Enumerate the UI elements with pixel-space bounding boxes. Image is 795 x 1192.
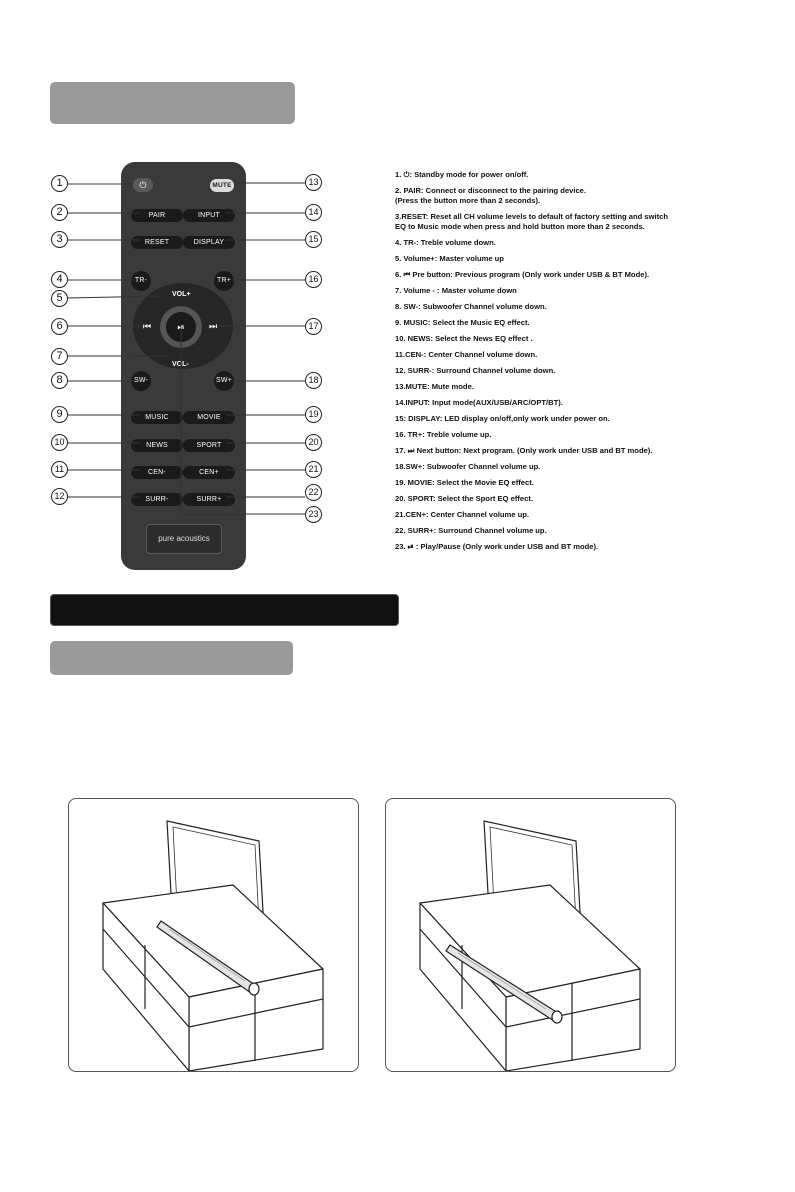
surround-down-button[interactable]: SURR-	[131, 493, 183, 506]
callout-15: 15	[305, 231, 322, 248]
desc-line: 17. ⏭ Next button: Next program. (Only work under USB and BT mode).	[395, 446, 653, 455]
placement-illustration-1	[68, 798, 359, 1072]
subwoofer-up-button[interactable]: SW+	[214, 371, 234, 391]
desc-line: 16. TR+: Treble volume up.	[395, 430, 492, 439]
desc-line: 9. MUSIC: Select the Music EQ effect.	[395, 318, 530, 327]
subwoofer-down-button[interactable]: SW-	[131, 371, 151, 391]
placement-illustration-2	[385, 798, 676, 1072]
callout-2: 2	[51, 204, 68, 221]
surround-up-button[interactable]: SURR+	[183, 493, 235, 506]
callout-12: 12	[51, 488, 68, 505]
desc-line: 7. Volume - : Master volume down	[395, 286, 517, 295]
desc-line: 8. SW-: Subwoofer Channel volume down.	[395, 302, 547, 311]
desc-line: 19. MOVIE: Select the Movie EQ effect.	[395, 478, 534, 487]
desc-line: 22. SURR+: Surround Channel volume up.	[395, 526, 547, 535]
desc-line: 20. SPORT: Select the Sport EQ effect.	[395, 494, 533, 503]
center-down-button[interactable]: CEN-	[131, 466, 183, 479]
movie-button[interactable]: MOVIE	[183, 411, 235, 424]
volume-down-button[interactable]: VOL-	[172, 361, 189, 368]
callout-3: 3	[51, 231, 68, 248]
tv-stand-drawing	[69, 799, 358, 1071]
reset-button[interactable]: RESET	[131, 236, 183, 249]
sport-button[interactable]: SPORT	[183, 439, 235, 452]
callout-22: 22	[305, 484, 322, 501]
callout-20: 20	[305, 434, 322, 451]
mute-button[interactable]: MUTE	[210, 179, 234, 192]
desc-line: 3.RESET: Reset all CH volume levels to default of factory setting and switch	[395, 212, 669, 221]
treble-up-button[interactable]: TR+	[214, 271, 234, 291]
input-button[interactable]: INPUT	[183, 209, 235, 222]
desc-line: 5. Volume+: Master volume up	[395, 254, 504, 263]
tv-cabinet-drawing	[386, 799, 675, 1071]
volume-up-button[interactable]: VOL+	[172, 291, 191, 298]
center-up-button[interactable]: CEN+	[183, 466, 235, 479]
previous-icon[interactable]: ⏮	[143, 321, 152, 331]
news-button[interactable]: NEWS	[131, 439, 183, 452]
callout-1: 1	[51, 175, 68, 192]
desc-line: 12. SURR-: Surround Channel volume down.	[395, 366, 556, 375]
callout-7: 7	[51, 348, 68, 365]
desc-line: 11.CEN-: Center Channel volume down.	[395, 350, 538, 359]
desc-line: 21.CEN+: Center Channel volume up.	[395, 510, 529, 519]
callout-6: 6	[51, 318, 68, 335]
callout-19: 19	[305, 406, 322, 423]
callout-14: 14	[305, 204, 322, 221]
display-button[interactable]: DISPLAY	[183, 236, 235, 249]
desc-line: 23. ⏯ : Play/Pause (Only work under USB and BT mode).	[395, 542, 599, 551]
power-button[interactable]: ⏻	[133, 178, 153, 192]
play-pause-button[interactable]: ⏯	[166, 312, 196, 342]
brand-logo: pure acoustics	[146, 524, 222, 554]
pair-button[interactable]: PAIR	[131, 209, 183, 222]
desc-line: 18.SW+: Subwoofer Channel volume up.	[395, 462, 541, 471]
callout-4: 4	[51, 271, 68, 288]
desc-line: 10. NEWS: Select the News EQ effect .	[395, 334, 533, 343]
callout-21: 21	[305, 461, 322, 478]
desc-line: 4. TR-: Treble volume down.	[395, 238, 496, 247]
desc-line: 13.MUTE: Mute mode.	[395, 382, 474, 391]
callout-18: 18	[305, 372, 322, 389]
callout-8: 8	[51, 372, 68, 389]
callout-17: 17	[305, 318, 322, 335]
desc-line: 2. PAIR: Connect or disconnect to the pairing device.	[395, 186, 586, 195]
desc-line: 14.INPUT: Input mode(AUX/USB/ARC/OPT/BT).	[395, 398, 563, 407]
desc-line: 1. ⏻: Standby mode for power on/off.	[395, 170, 529, 179]
desc-line: EQ to Music mode when press and hold button more than 2 seconds.	[395, 222, 645, 231]
callout-16: 16	[305, 271, 322, 288]
callout-5: 5	[51, 290, 68, 307]
callout-10: 10	[51, 434, 68, 451]
desc-line: 15: DISPLAY: LED display on/off,only work under power on.	[395, 414, 610, 423]
desc-line: 6. ⏮ Pre button: Previous program (Only work under USB & BT Mode).	[395, 270, 650, 279]
treble-down-button[interactable]: TR-	[131, 271, 151, 291]
next-icon[interactable]: ⏭	[209, 321, 218, 331]
callout-9: 9	[51, 406, 68, 423]
callout-13: 13	[305, 174, 322, 191]
callout-11: 11	[51, 461, 68, 478]
desc-line: (Press the button more than 2 seconds).	[395, 196, 541, 205]
callout-23: 23	[305, 506, 322, 523]
music-button[interactable]: MUSIC	[131, 411, 183, 424]
